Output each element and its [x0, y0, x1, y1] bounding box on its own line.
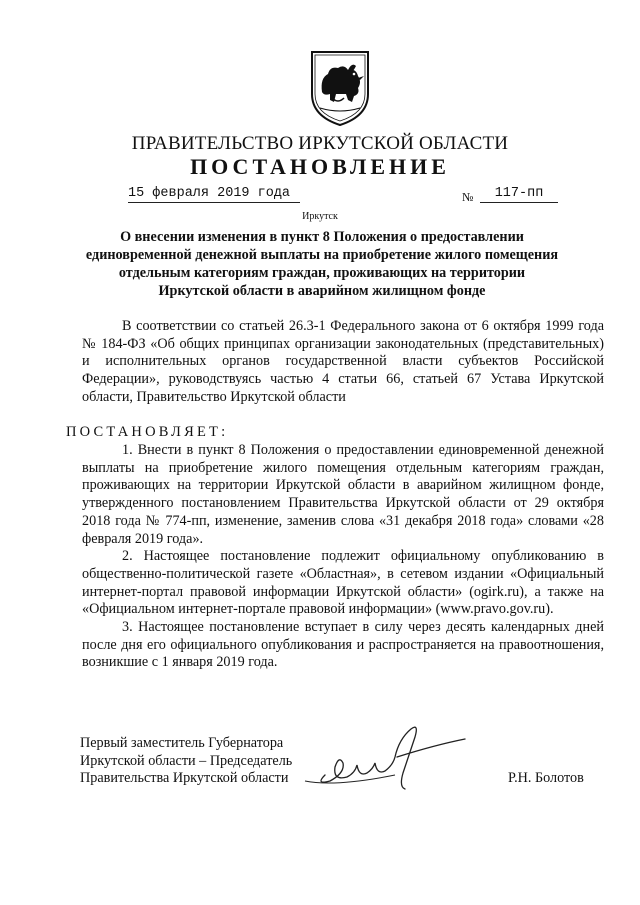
document-number: 117-пп	[480, 186, 558, 203]
handwritten-signature	[285, 715, 485, 805]
signatory-position-line: Правительства Иркутской области	[80, 770, 289, 787]
preamble-paragraph: В соответствии со статьей 26.3-1 Федерального закона от 6 октября 1999 года № 184-ФЗ «Об общих принципах организации законодательных (представительных) и исполнительных органов государственной власти субъектов Российской Федерации», руководствуясь частью 4 статьи 66, статьей 67 Устава Иркутской области, Правительство Иркутской области	[82, 318, 604, 405]
preamble-block	[82, 318, 604, 407]
decree-word: ПОСТАНОВЛЯЕТ:	[66, 424, 229, 440]
item-paragraph-2: 2. Настоящее постановление подлежит официальному опубликованию в общественно-политической газете «Областная», в сетевом издании «Официальный интернет-портал правовой информации Иркутской области» (ogirk.ru), а также на «Официальном интернет-портале правовой информации» (www.pravo.gov.ru).	[82, 548, 604, 618]
document-type: ПОСТАНОВЛЕНИЕ	[190, 154, 450, 179]
signatory-name: Р.Н. Болотов	[508, 770, 584, 786]
signatory-position-line: Первый заместитель Губернатора	[80, 735, 284, 751]
signatory-position-line: Иркутской области – Председатель	[80, 752, 293, 769]
document-date: 15 февраля 2019 года	[128, 186, 300, 203]
items-block	[82, 442, 604, 672]
city-name: Иркутск	[302, 211, 338, 222]
government-name: ПРАВИТЕЛЬСТВО ИРКУТСКОЙ ОБЛАСТИ	[131, 133, 509, 154]
irkutsk-coat-of-arms-icon	[308, 48, 372, 128]
number-sign: №	[462, 190, 474, 204]
item-paragraph-1: 1. Внести в пункт 8 Положения о предоставлении единовременной денежной выплаты на приобретение жилого помещения отдельным категориям граждан, проживающих на территории Иркутской области в аварийном жилищном фонде, утвержденного постановлением Правительства Иркутской области от 29 октября 2018 года № 774-пп, изменение, заменив слова «31 декабря 2018 года» словами «28 февраля 2019 года».	[82, 442, 604, 547]
document-title: О внесении изменения в пункт 8 Положения о предоставлении единовременной денежной выплаты на приобретение жилого помещения отдельным категориям граждан, проживающих на территории Иркутской области в аварийном жилищном фонде	[85, 229, 559, 299]
item-paragraph-3: 3. Настоящее постановление вступает в силу через десять календарных дней после дня его официального опубликования и распространяется на правоотношения, возникшие с 1 января 2019 года.	[82, 619, 604, 671]
signatory-position	[80, 735, 320, 788]
